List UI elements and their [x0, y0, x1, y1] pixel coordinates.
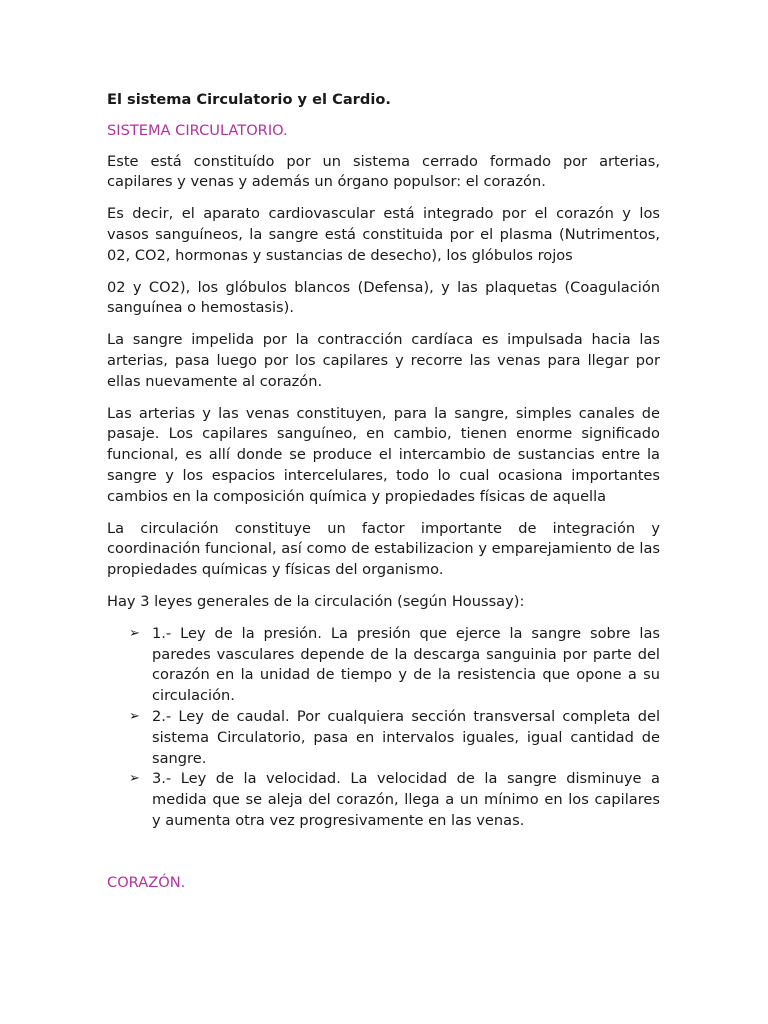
paragraph: La sangre impelida por la contracción cardíaca es impulsada hacia las arterias, pasa luego por los capilares y recorre las venas para llegar por ellas nuevamente al corazón. [107, 331, 660, 390]
section-heading-corazon: CORAZÓN. [107, 873, 186, 891]
law-text: 3.- Ley de la velocidad. La velocidad de la sangre disminuye a medida que se aleja del corazón, llega a un mínimo en los capilares y aumenta otra vez progresivamente en las venas. [152, 770, 660, 829]
laws-list [107, 624, 660, 832]
document-title: El sistema Circulatorio y el Cardio. [107, 91, 391, 108]
law-text: 2.- Ley de caudal. Por cualquiera sección transversal completa del sistema Circulatorio, pasa en intervalos iguales, igual cantidad de sangre. [152, 707, 660, 767]
list-item [107, 707, 660, 769]
document-page [107, 90, 660, 904]
list-item [107, 769, 660, 831]
paragraph: Este está constituído por un sistema cerrado formado por arterias, capilares y venas y además un órgano populsor: el corazón. [107, 152, 660, 191]
arrow-bullet-icon: ➢ [129, 708, 140, 724]
list-item [107, 624, 660, 707]
paragraph: La circulación constituye un factor importante de integración y coordinación funcional, así como de estabilizacion y emparejamiento de las propiedades químicas y físicas del organismo. [107, 519, 660, 579]
paragraph: Hay 3 leyes generales de la circulación (según Houssay): [107, 592, 525, 610]
arrow-bullet-icon: ➢ [129, 771, 140, 787]
section-heading-sistema-circulatorio: SISTEMA CIRCULATORIO. [107, 121, 288, 139]
paragraph: Es decir, el aparato cardiovascular está integrado por el corazón y los vasos sanguíneos, la sangre está constituida por el plasma (Nutrimentos, 02, CO2, hormonas y sustancias de desecho), los glóbulos rojos [107, 205, 660, 264]
paragraph: 02 y CO2), los glóbulos blancos (Defensa), y las plaquetas (Coagulación sanguínea o hemostasis). [107, 278, 660, 317]
law-text: 1.- Ley de la presión. La presión que ejerce la sangre sobre las paredes vasculares depende de la descarga sanguinia por parte del corazón en la unidad de tiempo y de la resistencia que opone a su circulación. [152, 624, 660, 705]
arrow-bullet-icon: ➢ [129, 625, 140, 641]
spacer [107, 832, 660, 873]
paragraph: Las arterias y las venas constituyen, para la sangre, simples canales de pasaje. Los capilares sanguíneo, en cambio, tienen enorme significado funcional, es allí donde se produce el intercambio de sustancias entre la sangre y los espacios intercelulares, todo lo cual ocasiona importantes cambios en la composición química y propiedades físicas de aquella [107, 404, 660, 505]
